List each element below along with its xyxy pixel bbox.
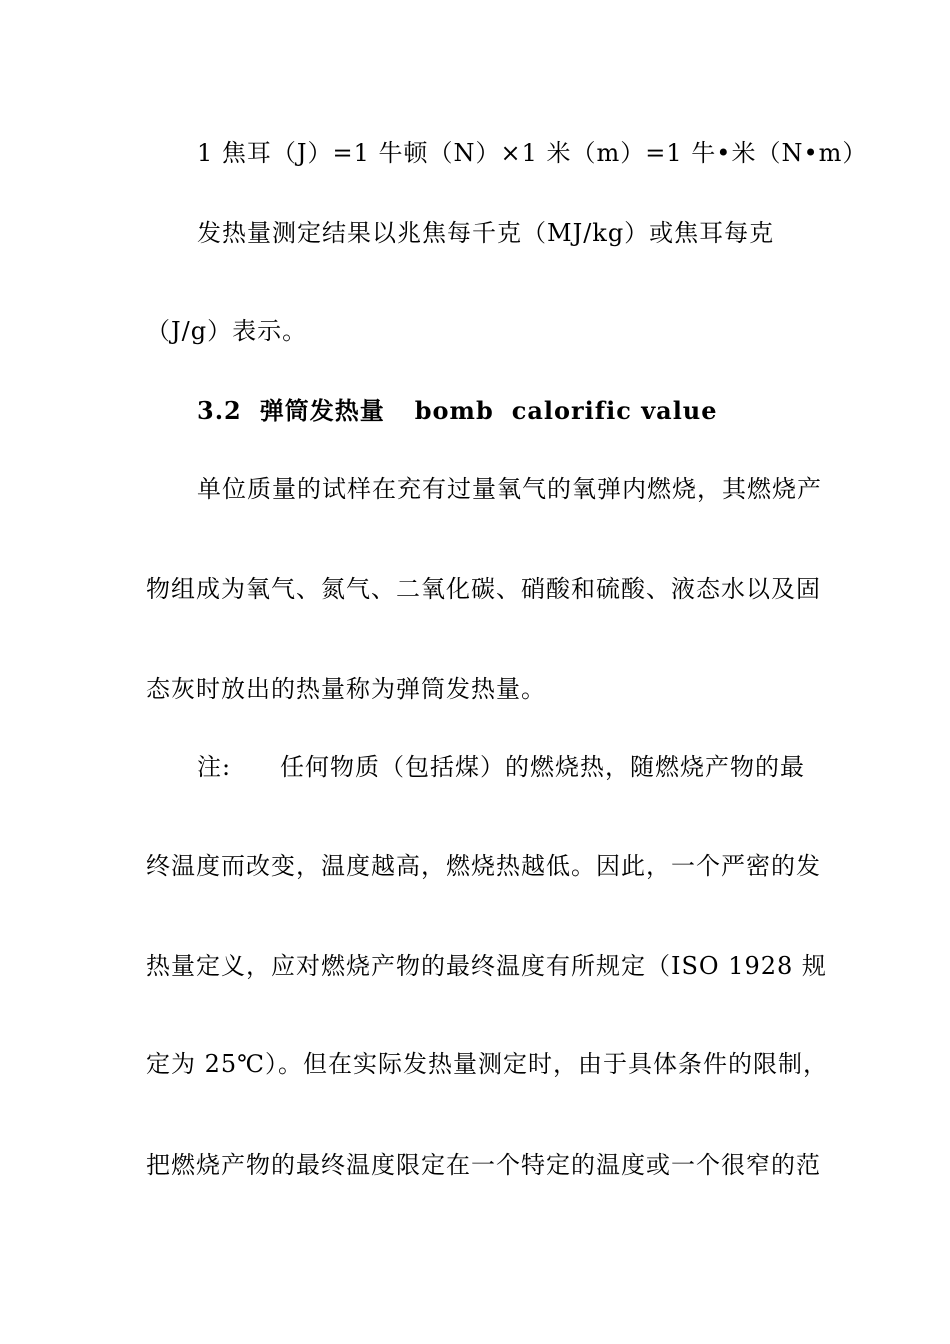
note-line-3: 热量定义，应对燃烧产物的最终温度有所规定（ISO 1928 规 xyxy=(146,952,827,980)
paragraph-2-line-3: 态灰时放出的热量称为弹筒发热量。 xyxy=(146,675,546,703)
paragraph-1-line-2: （J/g）表示。 xyxy=(146,317,308,345)
paragraph-2-line-2: 物组成为氧气、氮气、二氧化碳、硝酸和硫酸、液态水以及固 xyxy=(146,575,821,603)
section-title-en-2: calorific value xyxy=(511,396,718,425)
note-line-5: 把燃烧产物的最终温度限定在一个特定的温度或一个很窄的范 xyxy=(146,1151,821,1179)
section-title-zh: 弹筒发热量 xyxy=(259,396,385,425)
paragraph-1-line-1: 发热量测定结果以兆焦每千克（MJ/kg）或焦耳每克 xyxy=(197,219,775,247)
formula-line: 1 焦耳（J）=1 牛顿（N）×1 米（m）=1 牛•米（N•m） xyxy=(197,139,868,167)
note-line-1: 任何物质（包括煤）的燃烧热，随燃烧产物的最 xyxy=(280,753,805,781)
note-label: 注: xyxy=(197,753,232,781)
note-line-4: 定为 25℃）。但在实际发热量测定时，由于具体条件的限制， xyxy=(146,1050,829,1078)
section-number: 3.2 xyxy=(197,396,242,425)
note-line-2: 终温度而改变，温度越高，燃烧热越低。因此，一个严密的发 xyxy=(146,852,821,880)
section-heading xyxy=(197,396,718,426)
paragraph-2-line-1: 单位质量的试样在充有过量氧气的氧弹内燃烧，其燃烧产 xyxy=(197,475,822,503)
section-title-en-1: bomb xyxy=(414,396,494,425)
